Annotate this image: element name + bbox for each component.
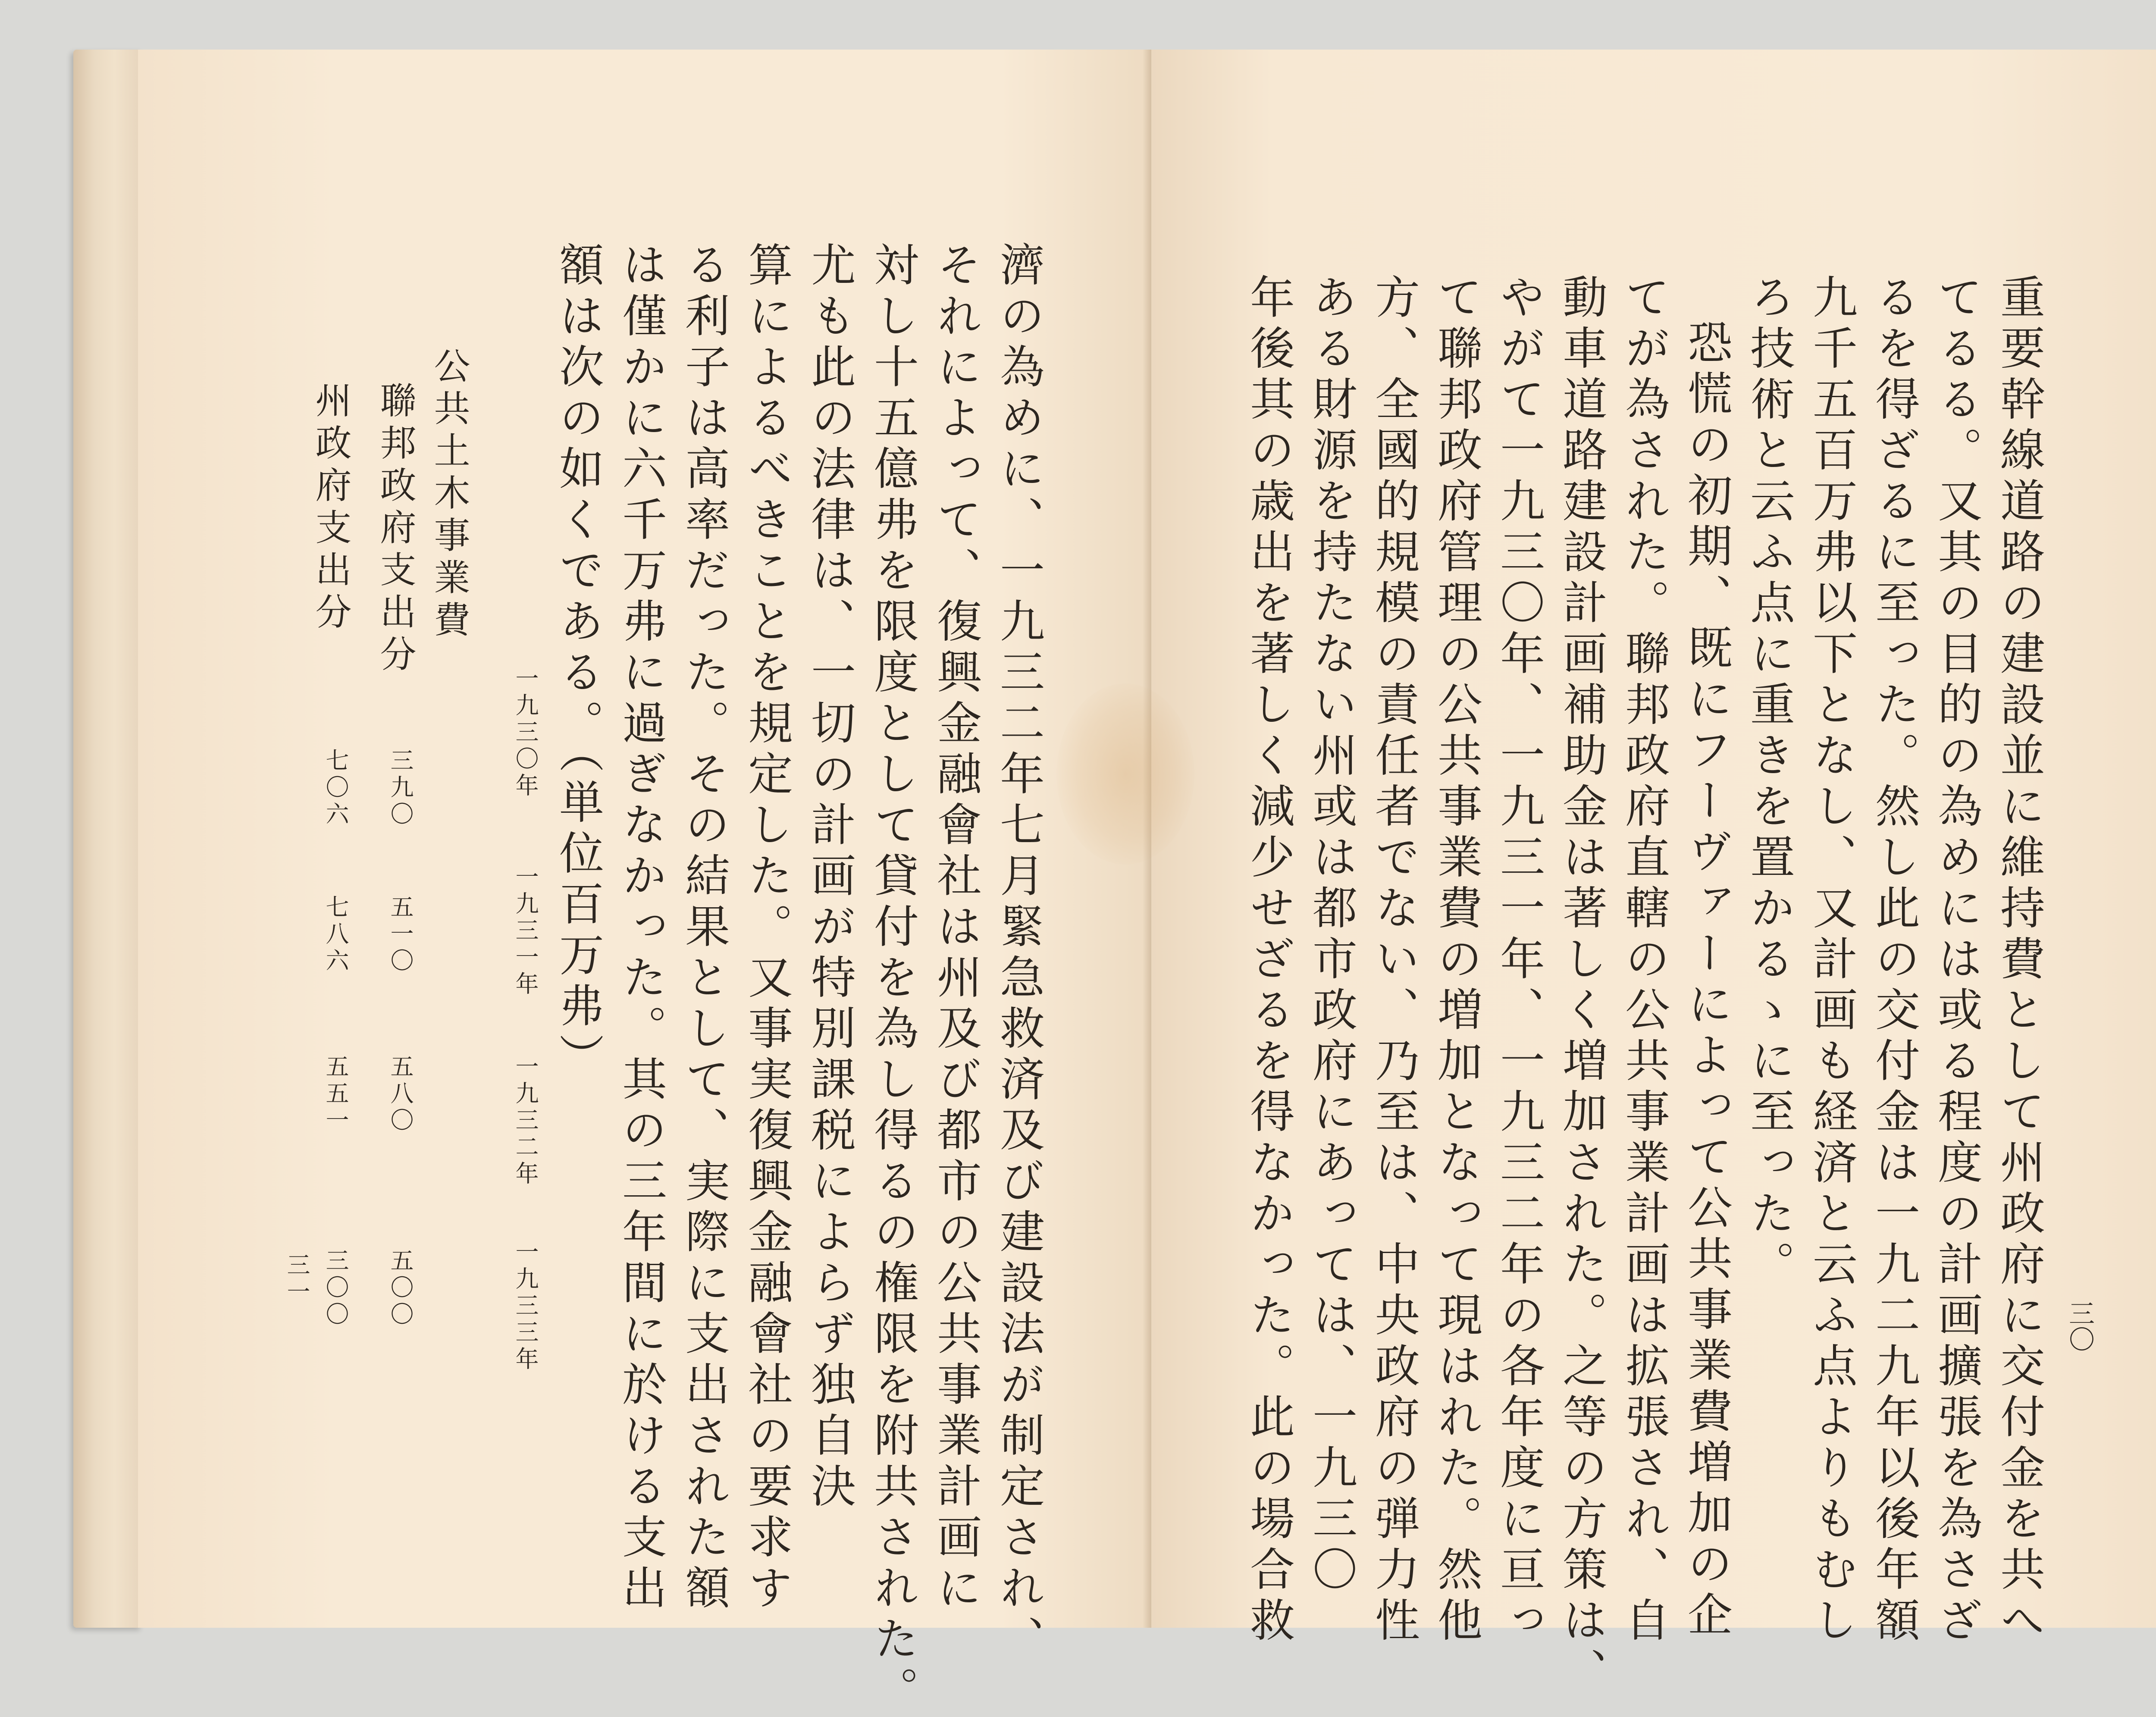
text-line: てが為された。聯邦政府直轄の公共事業計画は拡張され、自 xyxy=(1617,274,1670,1648)
text-line: 重要幹線道路の建設並に維持費として州政府に交付金を共へ xyxy=(1993,274,2045,1648)
table-cell: 七八六 xyxy=(322,895,349,975)
text-line: 額は次の如くである。（単位百万弗） xyxy=(552,241,604,1084)
text-line: る利子は高率だった。その結果として、実際に支出された額 xyxy=(677,241,730,1615)
text-line: やがて一九三〇年、一九三一年、一九三二年の各年度に亘っ xyxy=(1492,274,1545,1648)
right-page xyxy=(1151,50,2156,1698)
table-header-year: 一九三二年 xyxy=(512,1054,539,1188)
text-line: 動車道路建設計画補助金は著しく増加された。之等の方策は、 xyxy=(1555,274,1608,1698)
text-line: て聯邦政府管理の公共事業費の増加となって現はれた。然他 xyxy=(1430,274,1482,1648)
table-header-year: 一九三三年 xyxy=(512,1240,539,1373)
table-cell: 五八〇 xyxy=(387,1054,414,1134)
text-line: てるる。又其の目的の為めには或る程度の計画擴張を為さざ xyxy=(1930,274,1983,1648)
table-cell: 五〇〇 xyxy=(387,1248,414,1328)
text-line: 方、全國的規模の責任者でない、乃至は、中央政府の弾力性 xyxy=(1367,274,1420,1648)
text-line: るを得ざるに至った。然し此の交付金は一九二九年以後年額 xyxy=(1868,274,1920,1648)
left-page xyxy=(138,50,1151,1717)
text-line: ある財源を持たない州或は都市政府にあっては、一九三〇 xyxy=(1305,274,1357,1597)
page-number: 三〇 xyxy=(2065,1300,2095,1352)
open-book xyxy=(65,37,2156,1717)
table-cell: 三九〇 xyxy=(387,748,414,828)
text-line: ろ技術と云ふ点に重きを置かるゝに至った。 xyxy=(1742,274,1795,1291)
text-line: それによって、復興金融會社は州及び都市の公共事業計画に xyxy=(929,241,982,1615)
page-stack-left xyxy=(73,50,142,1628)
table-header-year: 一九三〇年 xyxy=(512,666,539,800)
text-line: 恐慌の初期、既にフーヴァーによって公共事業費増加の企 xyxy=(1680,319,1733,1642)
paper-stain xyxy=(1056,683,1194,865)
text-line: 対し十五億弗を限度として貸付を為し得るの権限を附共された。 xyxy=(866,241,919,1717)
text-line: は僅かに六千万弗に過ぎなかった。其の三年間に於ける支出 xyxy=(614,241,667,1615)
table-cell: 三〇〇 xyxy=(322,1248,349,1328)
text-line: 濟の為めに、一九三二年七月緊急救済及び建設法が制定され、 xyxy=(992,241,1045,1666)
table-cell: 七〇六 xyxy=(322,748,349,828)
table-row-label: 聯邦政府支出分 xyxy=(374,382,417,677)
table-cell: 五一〇 xyxy=(387,895,414,975)
table-header-year: 一九三一年 xyxy=(512,865,539,998)
table-title: 公共土木事業費 xyxy=(428,347,470,643)
text-line: 尤も此の法律は、一切の計画が特別課税によらず独自決 xyxy=(803,241,856,1513)
table-row-label: 州政府支出分 xyxy=(310,382,352,635)
text-line: 算によるべきことを規定した。又事実復興金融會社の要求す xyxy=(740,241,793,1615)
text-line: 九千五百万弗以下となし、又計画も経済と云ふ点よりもむし xyxy=(1805,274,1858,1648)
table-extra-value: 三一 xyxy=(283,1253,310,1306)
text-line: 年後其の歳出を著しく減少せざるを得なかった。此の場合救 xyxy=(1242,274,1295,1648)
table-cell: 五五一 xyxy=(322,1054,349,1134)
